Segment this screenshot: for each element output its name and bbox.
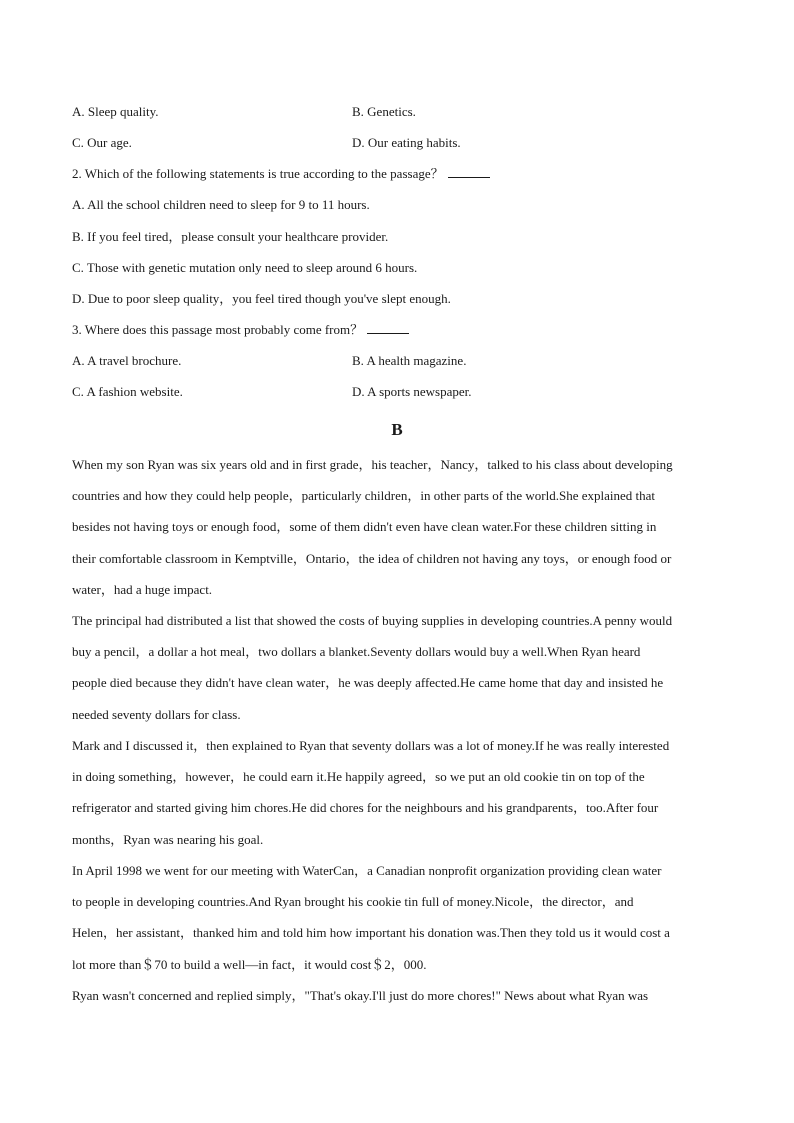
passage-line: months，Ryan was nearing his goal.: [72, 832, 264, 847]
passage-line: Helen，her assistant，thanked him and told him how important his donation was.Then they told us it would cost a: [72, 925, 670, 940]
q1-option-a: A. Sleep quality.: [72, 104, 159, 119]
passage-line: their comfortable classroom in Kemptville，Ontario，the idea of children not having any toys，or enough food or: [72, 551, 672, 566]
q2-option-c: C. Those with genetic mutation only need to sleep around 6 hours.: [72, 260, 418, 275]
q2-option-a: A. All the school children need to sleep for 9 to 11 hours.: [72, 197, 370, 212]
q3-option-b: B. A health magazine.: [352, 353, 467, 368]
passage-line: Mark and I discussed it，then explained to Ryan that seventy dollars was a lot of money.If he was really interested: [72, 738, 670, 753]
q3-answer-blank[interactable]: [367, 321, 409, 334]
q1-options-row-2: [72, 133, 732, 153]
q3-stem-row: [72, 320, 732, 340]
q3-option-d: D. A sports newspaper.: [352, 384, 472, 399]
passage-line: The principal had distributed a list that showed the costs of buying supplies in developing countries.A penny would: [72, 613, 673, 628]
passage-line: lot more than＄70 to build a well—in fact，it would cost＄2，000.: [72, 957, 427, 972]
passage-line: water，had a huge impact.: [72, 582, 213, 597]
passage-line: In April 1998 we went for our meeting with WaterCan，a Canadian nonprofit organization providing clean water: [72, 863, 662, 878]
q1-option-c: C. Our age.: [72, 135, 132, 150]
q3-option-a: A. A travel brochure.: [72, 353, 182, 368]
passage-line: needed seventy dollars for class.: [72, 707, 241, 722]
passage-line: besides not having toys or enough food，some of them didn't even have clean water.For these children sitting in: [72, 519, 657, 534]
q1-option-b: B. Genetics.: [352, 104, 416, 119]
passage-line: refrigerator and started giving him chores.He did chores for the neighbours and his grandparents，too.After four: [72, 800, 659, 815]
section-b-title: B: [391, 420, 403, 439]
passage-line: in doing something，however，he could earn it.He happily agreed，so we put an old cookie tin on top of the: [72, 769, 645, 784]
q3-option-c: C. A fashion website.: [72, 384, 183, 399]
passage-line: people died because they didn't have clean water，he was deeply affected.He came home that day and insisted he: [72, 675, 664, 690]
passage-line: Ryan wasn't concerned and replied simply，"That's okay.I'll just do more chores!" News about what Ryan was: [72, 988, 649, 1003]
q2-answer-blank[interactable]: [448, 165, 490, 178]
q1-option-d: D. Our eating habits.: [352, 135, 461, 150]
q2-stem: 2. Which of the following statements is true according to the passage？: [72, 166, 444, 181]
q2-option-b: B. If you feel tired，please consult your healthcare provider.: [72, 229, 389, 244]
q3-options-row-2: [72, 382, 732, 402]
passage-line: countries and how they could help people，particularly children，in other parts of the world.She explained that: [72, 488, 656, 503]
q3-stem: 3. Where does this passage most probably come from？: [72, 322, 364, 337]
q2-option-d: D. Due to poor sleep quality，you feel tired though you've slept enough.: [72, 291, 451, 306]
q1-options-row-1: [72, 102, 732, 122]
passage-line: When my son Ryan was six years old and in first grade，his teacher，Nancy，talked to his class about developing: [72, 457, 673, 472]
passage-line: buy a pencil，a dollar a hot meal，two dollars a blanket.Seventy dollars would buy a well.When Ryan heard: [72, 644, 641, 659]
passage-line: to people in developing countries.And Ryan brought his cookie tin full of money.Nicole，the director，and: [72, 894, 634, 909]
q3-options-row-1: [72, 351, 732, 371]
q2-stem-row: [72, 164, 732, 184]
